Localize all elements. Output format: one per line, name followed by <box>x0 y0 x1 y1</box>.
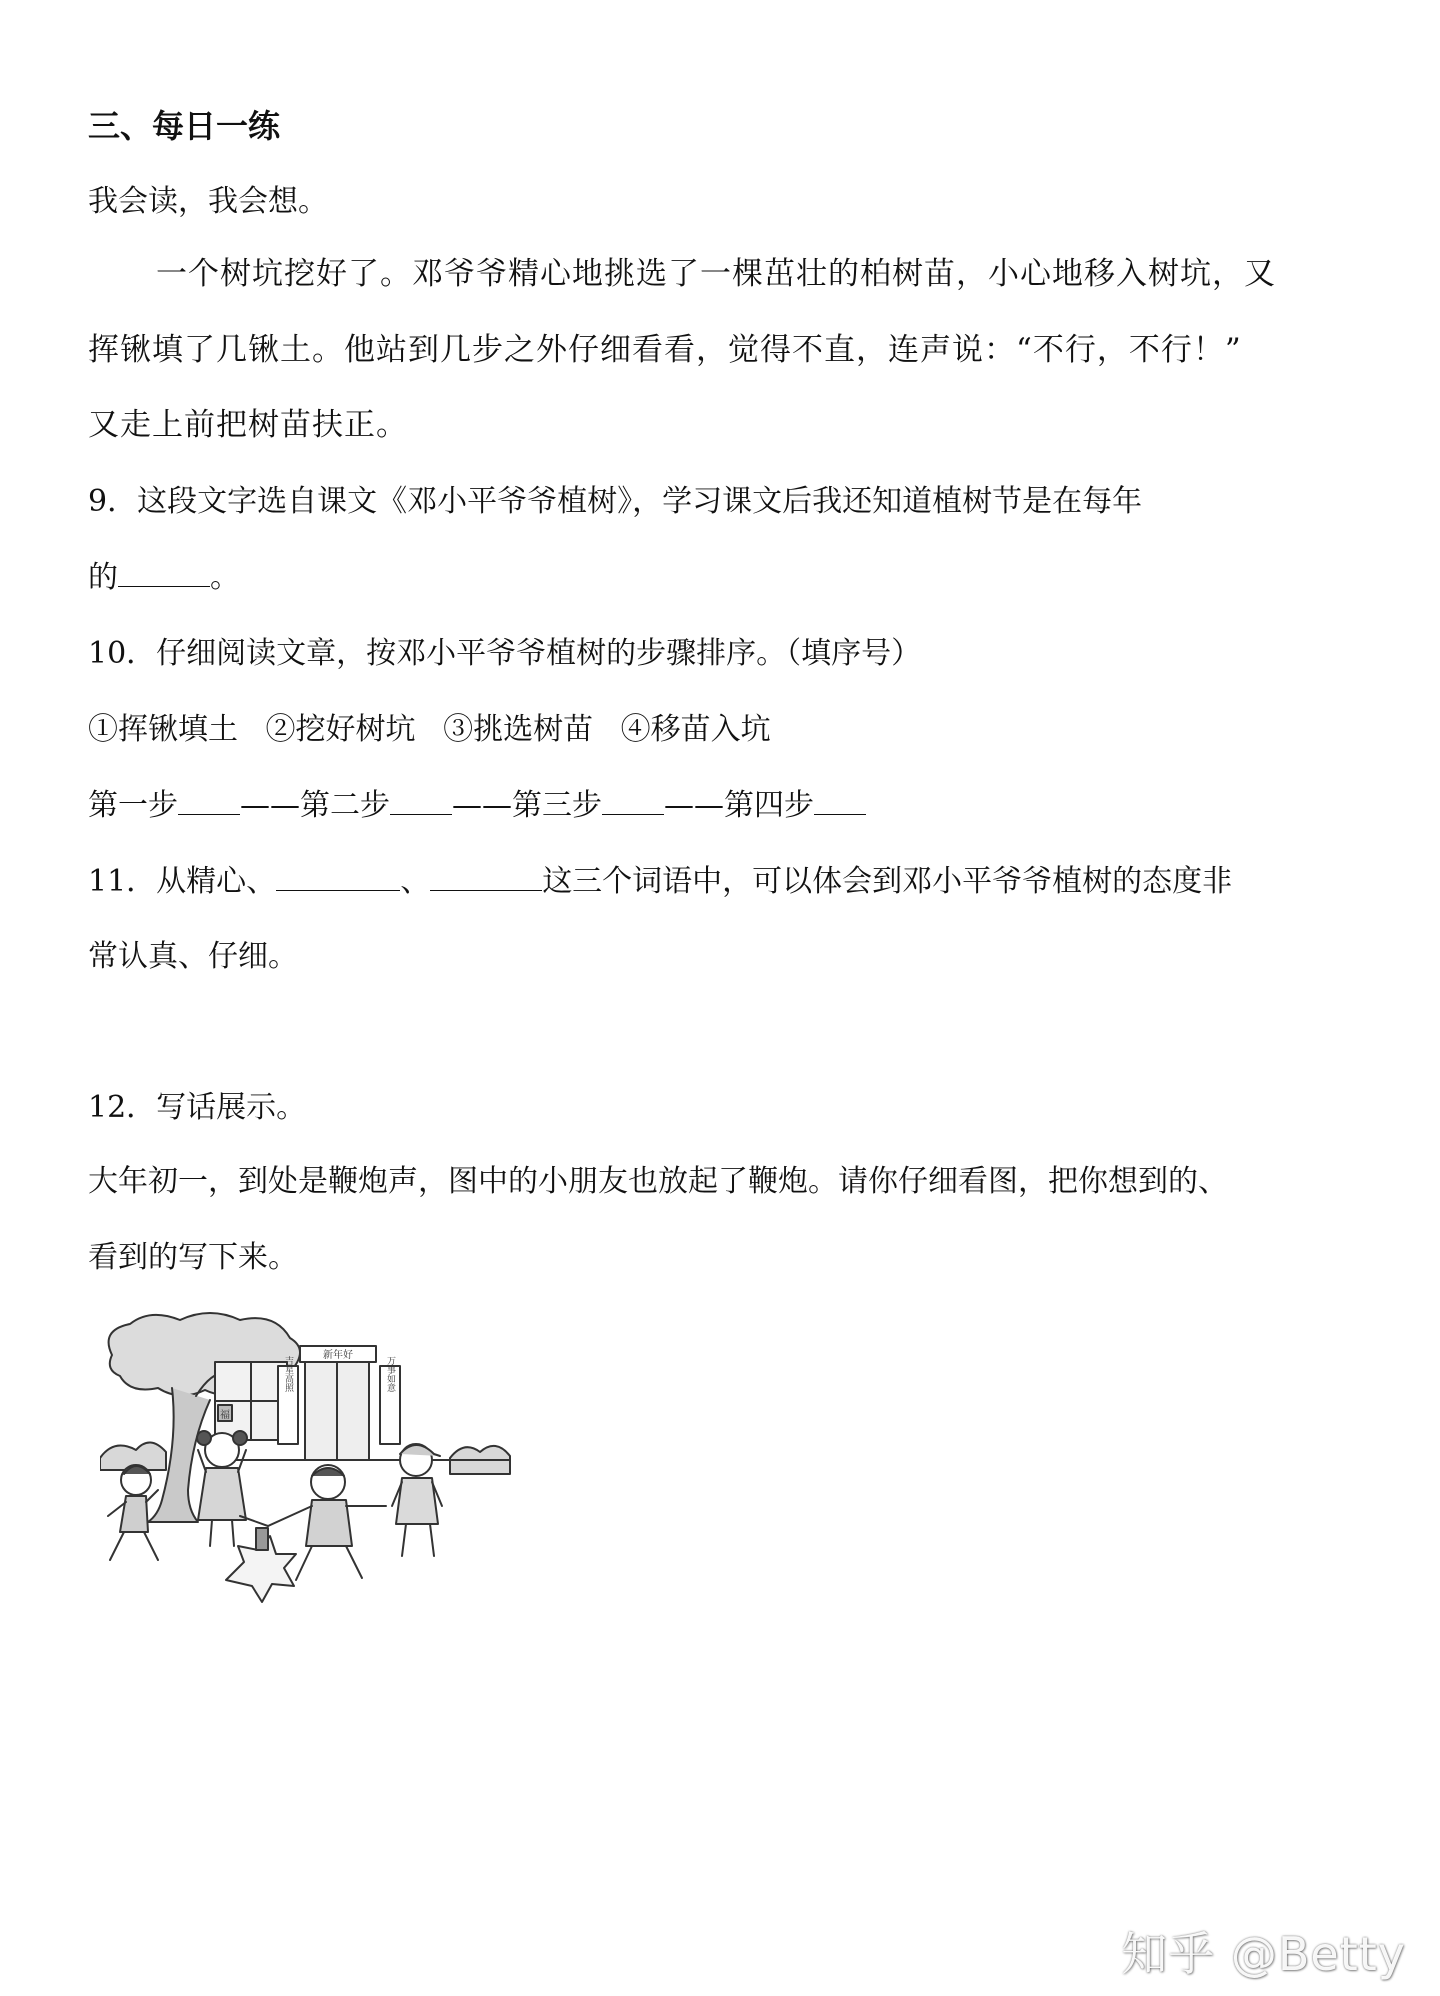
firecracker-illustration <box>100 1310 520 1620</box>
watermark: 知乎 @Betty <box>1121 1927 1406 1981</box>
answer-blank[interactable] <box>430 862 542 891</box>
step-4-label: ——第四步 <box>664 788 814 823</box>
question-12-title: 12．写话展示。 <box>88 1090 307 1125</box>
answer-blank[interactable] <box>602 786 664 815</box>
question-11-line-1 <box>88 862 1232 902</box>
question-10-prompt: 10．仔细阅读文章，按邓小平爷爷植树的步骤排序。（填序号） <box>88 636 922 671</box>
window-fu-text: 福 <box>220 1410 230 1421</box>
question-10-options: ①挥锹填土 ②挖好树坑 ③挑选树苗 ④移苗入坑 <box>88 712 771 747</box>
question-9-line-1: 9．这段文字选自课文《邓小平爷爷植树》，学习课文后我还知道植树节是在每年 <box>88 484 1143 519</box>
answer-blank[interactable] <box>276 862 400 891</box>
answer-blank[interactable] <box>178 786 240 815</box>
step-1-label: 第一步 <box>88 788 178 823</box>
step-3-label: ——第三步 <box>452 788 602 823</box>
question-9-suffix: 。 <box>210 560 240 595</box>
question-10-steps <box>88 786 866 826</box>
right-couplet-text: 万事如意 <box>385 1356 395 1392</box>
question-9-line-2 <box>88 558 240 598</box>
question-11-suffix: 这三个词语中，可以体会到邓小平爷爷植树的态度非 <box>542 864 1233 899</box>
question-12-line-1: 大年初一，到处是鞭炮声，图中的小朋友也放起了鞭炮。请你仔细看图，把你想到的、 <box>88 1164 1228 1199</box>
passage-line-1: 一个树坑挖好了。邓爷爷精心地挑选了一棵茁壮的柏树苗，小心地移入树坑，又 <box>156 256 1276 292</box>
answer-blank[interactable] <box>814 786 866 815</box>
step-2-label: ——第二步 <box>240 788 390 823</box>
question-11-line-2: 常认真、仔细。 <box>88 939 298 974</box>
section-subtitle: 我会读，我会想。 <box>88 184 328 219</box>
passage-line-2: 挥锹填了几锹土。他站到几步之外仔细看看，觉得不直，连声说：“不行，不行！” <box>88 332 1242 368</box>
answer-blank[interactable] <box>390 786 452 815</box>
answer-blank[interactable] <box>118 558 210 587</box>
question-11-prefix: 11．从精心、 <box>88 864 277 899</box>
left-couplet-text: 吉星高照 <box>283 1356 293 1392</box>
door-sign-text: 新年好 <box>323 1350 353 1361</box>
question-12-line-2: 看到的写下来。 <box>88 1240 298 1275</box>
question-9-prefix: 的 <box>88 560 118 595</box>
section-title: 三、每日一练 <box>88 107 281 145</box>
question-11-separator: 、 <box>400 864 431 899</box>
passage-line-3: 又走上前把树苗扶正。 <box>88 407 408 443</box>
